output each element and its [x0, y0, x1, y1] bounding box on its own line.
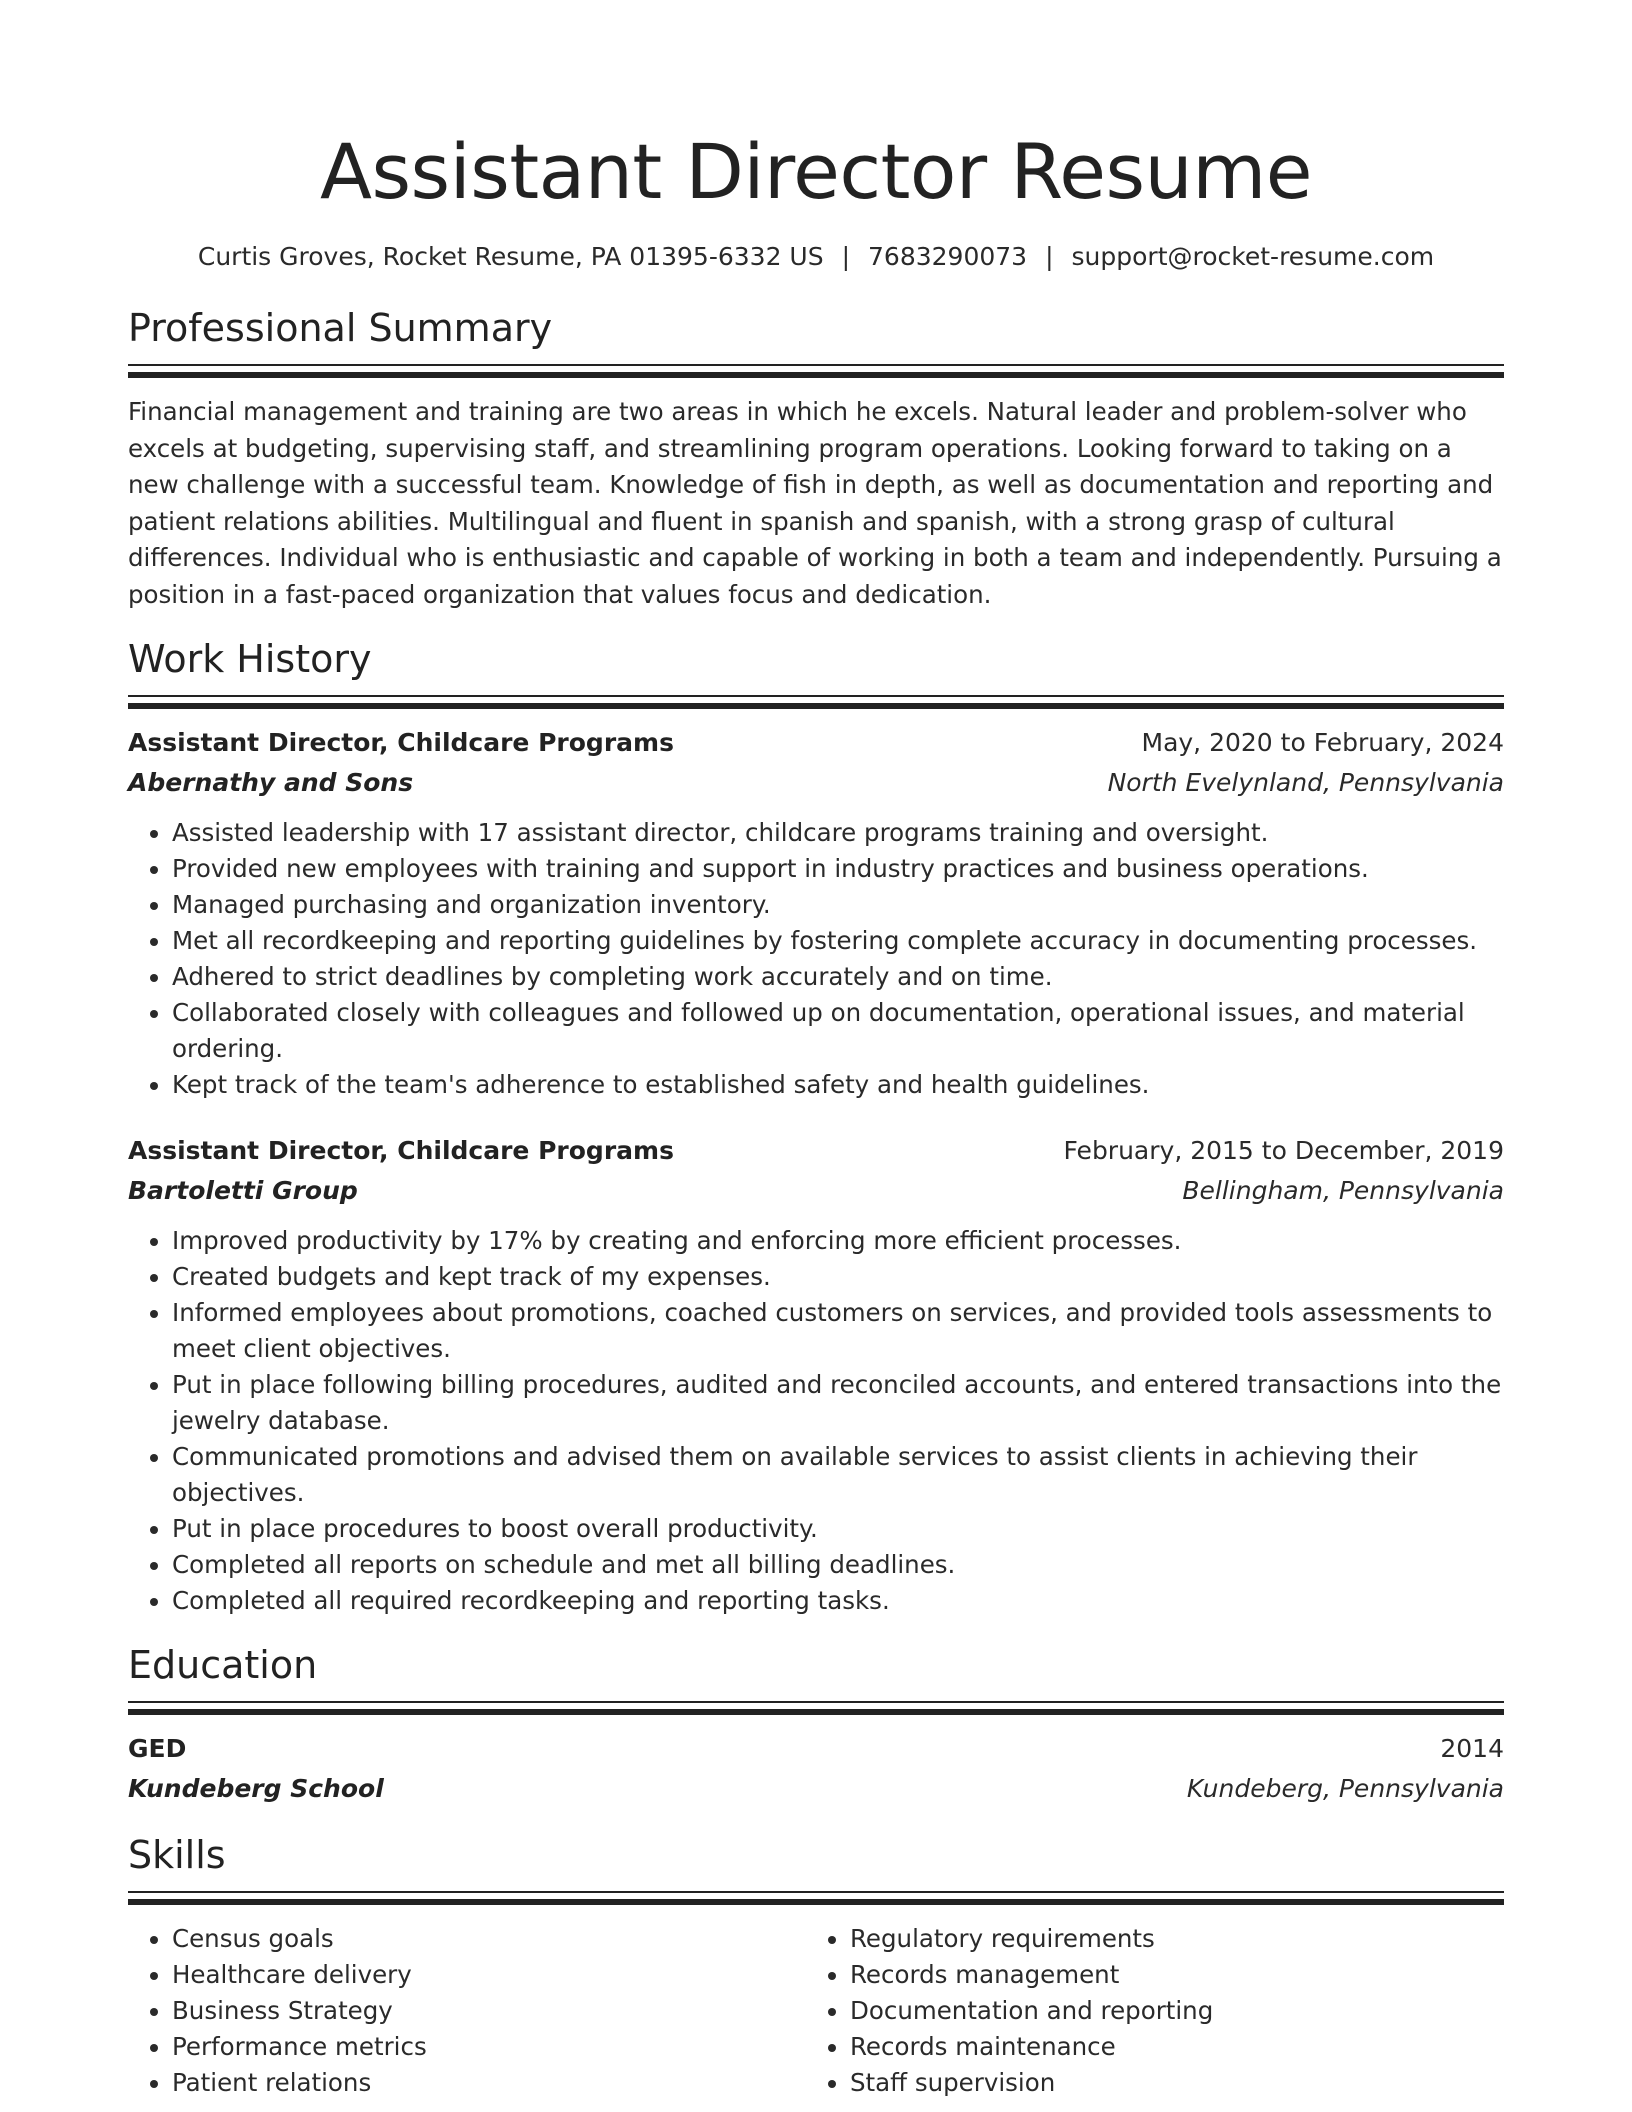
contact-line	[128, 240, 1504, 274]
list-item: • Completed all required recordkeeping and reporting tasks.	[172, 1583, 1504, 1619]
job-dates: February, 2015 to December, 2019	[1063, 1136, 1504, 1165]
summary-heading: Professional Summary	[128, 306, 553, 350]
list-item: • Collaborated closely with colleagues and followed up on documentation, operational issues, and material ordering.	[172, 995, 1504, 1067]
contact-email[interactable]: support@rocket-resume.com	[1071, 242, 1435, 271]
job-company: Bartoletti Group	[128, 1176, 358, 1205]
list-item: • Completed all reports on schedule and met all billing deadlines.	[172, 1547, 1504, 1583]
list-item: • Created budgets and kept track of my expenses.	[172, 1259, 1504, 1295]
list-item: • Adhered to strict deadlines by completing work accurately and on time.	[172, 959, 1504, 995]
list-item: • Performance metrics	[172, 2029, 806, 2065]
job-company: Abernathy and Sons	[128, 768, 414, 797]
education-section	[128, 1641, 1504, 1809]
list-item: • Assisted leadership with 17 assistant director, childcare programs training and oversight.	[172, 815, 1504, 851]
education-school: Kundeberg School	[128, 1774, 384, 1803]
section-divider	[128, 1891, 1504, 1905]
section-divider	[128, 1701, 1504, 1715]
job-dates: May, 2020 to February, 2024	[1141, 728, 1504, 757]
list-item: • Informed employees about promotions, coached customers on services, and provided tools assessments to meet client objectives.	[172, 1295, 1504, 1367]
job-title: Assistant Director, Childcare Programs	[128, 1136, 674, 1165]
list-item: • Healthcare delivery	[172, 1957, 806, 1993]
job-bullets	[128, 1223, 1504, 1619]
education-degree: GED	[128, 1734, 187, 1763]
list-item: • Records management	[850, 1957, 1484, 1993]
section-divider	[128, 364, 1504, 378]
skills-heading: Skills	[128, 1833, 226, 1877]
skills-columns	[128, 1921, 1504, 2101]
contact-address: Curtis Groves, Rocket Resume, PA 01395-6332 US	[197, 242, 824, 271]
list-item: • Business Strategy	[172, 1993, 806, 2029]
list-item: • Communicated promotions and advised them on available services to assist clients in achieving their objectives.	[172, 1439, 1504, 1511]
skills-list-right	[806, 1921, 1484, 2101]
list-item: • Put in place following billing procedures, audited and reconciled accounts, and entered transactions into the jewelry database.	[172, 1367, 1504, 1439]
job-entry	[128, 723, 1504, 1103]
section-divider	[128, 695, 1504, 709]
education-year: 2014	[1440, 1734, 1504, 1763]
list-item: • Met all recordkeeping and reporting guidelines by fostering complete accuracy in documenting processes.	[172, 923, 1504, 959]
list-item: • Improved productivity by 17% by creating and enforcing more efficient processes.	[172, 1223, 1504, 1259]
list-item: • Put in place procedures to boost overall productivity.	[172, 1511, 1504, 1547]
resume-title: Assistant Director Resume	[319, 127, 1313, 216]
skills-list-left	[128, 1921, 806, 2101]
job-location: Bellingham, Pennsylvania	[1182, 1176, 1504, 1205]
list-item: • Staff supervision	[850, 2065, 1484, 2101]
work-history-heading: Work History	[128, 637, 372, 681]
job-entry	[128, 1131, 1504, 1619]
contact-separator: |	[841, 242, 851, 271]
list-item: • Provided new employees with training and support in industry practices and business operations.	[172, 851, 1504, 887]
job-bullets	[128, 815, 1504, 1103]
list-item: • Managed purchasing and organization inventory.	[172, 887, 1504, 923]
summary-section	[128, 304, 1504, 613]
skills-section	[128, 1831, 1504, 2101]
resume-page	[128, 0, 1504, 2101]
education-heading: Education	[128, 1643, 318, 1687]
list-item: • Records maintenance	[850, 2029, 1484, 2065]
education-location: Kundeberg, Pennsylvania	[1186, 1774, 1504, 1803]
list-item: • Kept track of the team's adherence to established safety and health guidelines.	[172, 1067, 1504, 1103]
list-item: • Census goals	[172, 1921, 806, 1957]
job-location: North Evelynland, Pennsylvania	[1107, 768, 1504, 797]
contact-separator: |	[1045, 242, 1054, 271]
list-item: • Documentation and reporting	[850, 1993, 1484, 2029]
summary-text: Financial management and training are two areas in which he excels. Natural leader and problem-solver who excels at budgeting, supervising staff, and streamlining program operations. Looking forward to taking on a new challenge with a successful team. Knowledge of fish in depth, as well as documentation and reporting and patient relations abilities. Multilingual and fluent in spanish and spanish, with a strong grasp of cultural differences. Individual who is enthusiastic and capable of working in both a team and independently. Pursuing a position in a fast-paced organization that values focus and dedication.	[128, 397, 1502, 609]
list-item: • Patient relations	[172, 2065, 806, 2101]
job-title: Assistant Director, Childcare Programs	[128, 728, 674, 757]
contact-phone: 7683290073	[868, 242, 1028, 271]
list-item: • Regulatory requirements	[850, 1921, 1484, 1957]
work-history-section	[128, 635, 1504, 1619]
